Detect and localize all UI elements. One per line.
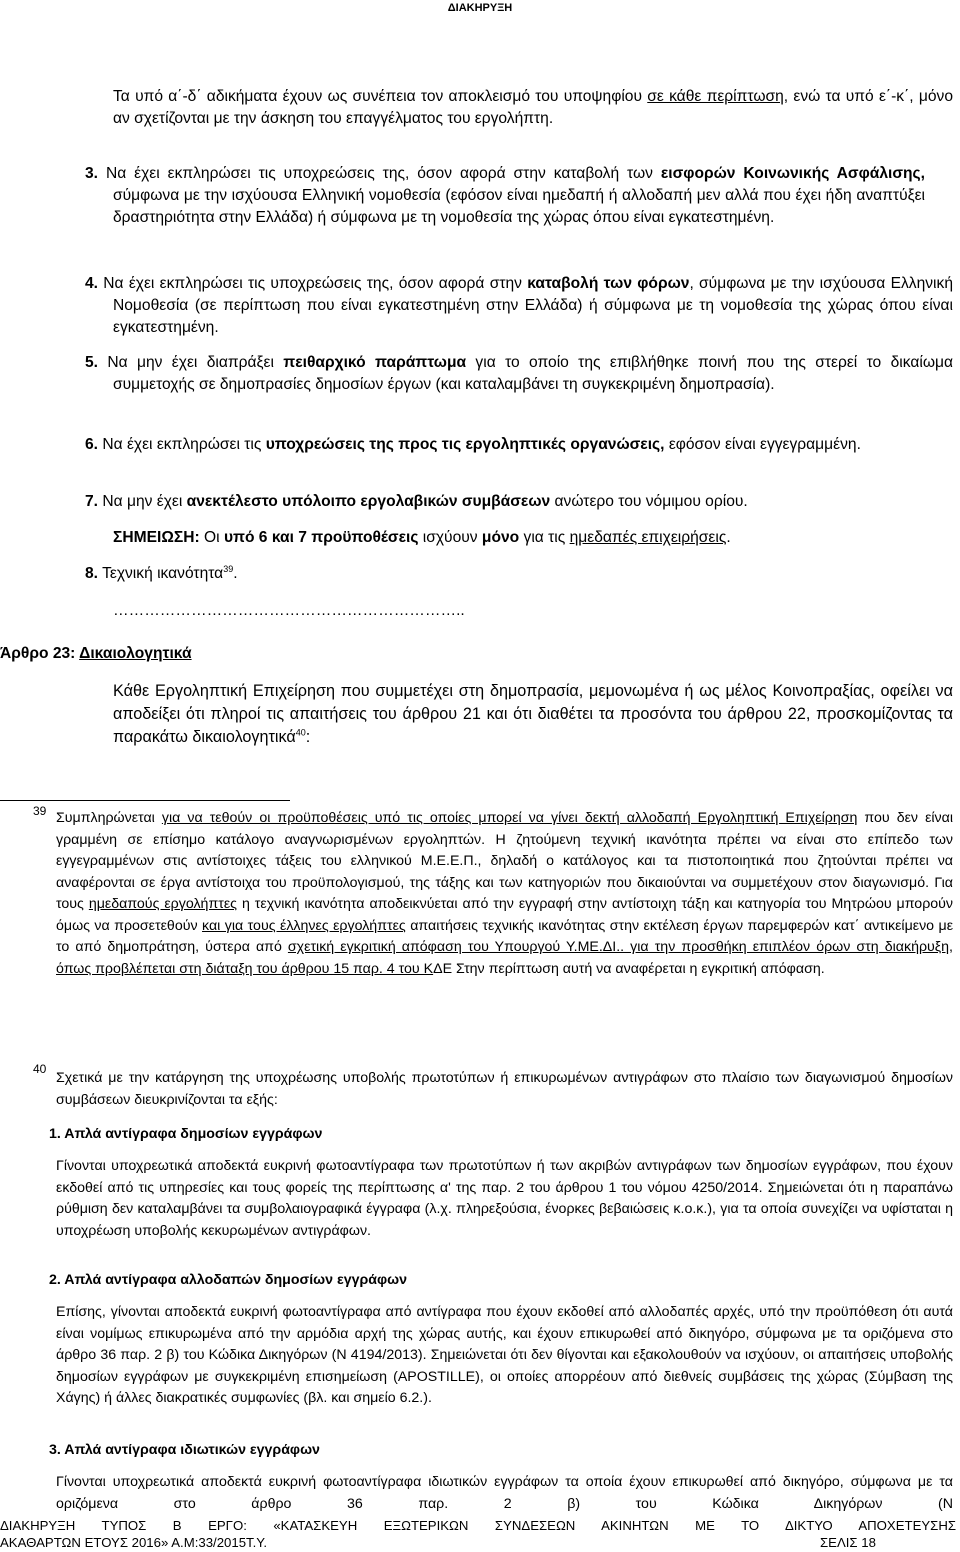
item-3: 3. Να έχει εκπληρώσει τις υποχρεώσεις της, όσον αφορά στην καταβολή των εισφορών Κοινωνικής Ασφάλισης, σύμφωνα με την ισχύουσα Ελληνική νομοθεσία (εφόσον είναι ημεδαπή ή αλλοδαπή μεν αλλά που έχει ήδη αναπτύξει δραστηριότητα στην Ελλάδα) ή σύμφωνα με τη νομοθεσία της χώρας όπου είναι εγκατεστημένη.: [85, 165, 925, 226]
article-body: Κάθε Εργοληπτική Επιχείρηση που συμμετέχει στη δημοπρασία, μεμονωμένα ή ως μέλος Κοινοπραξίας, οφείλει να αποδείξει ότι πληροί τις απαιτήσεις του άρθρου 21 και ότι διαθέτει τα προσόντα του άρθρου 22, προσκομίζοντας τα παρακάτω δικαιολογητικά$^{40}$:: [113, 682, 953, 746]
page-number: ΣΕΛΙΣ 18: [820, 1535, 876, 1550]
page-header: ΔΙΑΚΗΡΥΞΗ: [447, 2, 513, 14]
article-heading: Άρθρο 23: Δικαιολογητικά: [0, 645, 192, 662]
page-footer: [0, 1517, 956, 1551]
footnote-39: Συμπληρώνεται για να τεθούν οι προϋποθέσεις υπό τις οποίες μπορεί να γίνει δεκτή αλλοδαπή Εργοληπτική Επιχείρηση που δεν είναι γραμμένη σε επίσημο κατάλογο αναγνωρισμένων εργοληπτών. Η ζητούμενη τεχνική ικανότητα πρέπει να είναι στο επίπεδο των εγγεγραμμένων στις αντίστοιχες τάξεις του ελληνικού Μ.Ε.Ε.Π., δηλαδή ο κατάλογος και τα πιστοποιητικά που ζητούνται πρέπει να αναφέρονται σε έργα αντίστοιχα του προϋπολογισμού, της τάξης και των κατηγοριών που δικαιούνται να συμμετέχουν στον διαγωνισμό. Για τους ημεδαπούς εργολήπτες η τεχνική ικανότητα αποδεικνύεται από την εγγραφή στην αντίστοιχη τάξη και κατηγορία του Μητρώου μπορούν όμως να προσετεθούν και για τους έλληνες εργολήπτες απαιτήσεις τεχνικής ικανότητας στην εκτέλεση έργων παρεμφερών κατ΄ αντικείμενο με το από δημοπράτηση, ύστερα από σχετική εγκριτική απόφαση του Υπουργού Υ.ΜΕ.ΔΙ.. για την προσθήκη επιπλέον όρων στη διακήρυξη, όπως προβλέπεται στη διάταξη του άρθρου 15 παρ. 4 του ΚΔΕ Στην περίπτωση αυτή να αναφέρεται η εγκριτική απόφαση.: [56, 810, 954, 977]
intro-paragraph: Τα υπό α΄-δ΄ αδικήματα έχουν ως συνέπεια τον αποκλεισμό του υποψηφίου σε κάθε περίπτωση, ενώ τα υπό ε΄-κ΄, μόνο αν σχετίζονται με την άσκηση του επαγγέλματος του εργολήπτη.: [113, 88, 953, 127]
footnote-ref-40[interactable]: 40: [295, 727, 306, 738]
footnote-40-number: 40: [33, 1062, 47, 1076]
footnote-ref-39[interactable]: 39: [223, 563, 234, 574]
footnote-40-para-3: Γίνονται υποχρεωτικά αποδεκτά ευκρινή φωτοαντίγραφα ιδιωτικών εγγράφων τα οποία έχουν επικυρωθεί από δικηγόρο, σύμφωνα με τα οριζόμενα στο άρθρο 36 παρ. 2 β) του Κώδικα Δικηγόρων (Ν: [56, 1474, 953, 1512]
footer-line-1: ΔΙΑΚΗΡΥΞΗ ΤΥΠΟΣ Β ΕΡΓΟ: «ΚΑΤΑΣΚΕΥΗ ΕΞΩΤΕΡΙΚΩΝ ΣΥΝΔΕΣΕΩΝ ΑΚΙΝΗΤΩΝ ΜΕ ΤΟ ΔΙΚΤΥΟ ΑΠΟΧΕΤΕΥΣΗΣ: [0, 1518, 956, 1533]
footnote-40-para-2: Επίσης, γίνονται αποδεκτά ευκρινή φωτοαντίγραφα από αντίγραφα που έχουν εκδοθεί από αλλοδαπές αρχές, υπό την προϋπόθεση ότι αυτά είναι νομίμως επικυρωμένα από την αρμόδια αρχή της χώρας αυτής, και έχουν επικυρωθεί από δικηγόρο, σύμφωνα με τα οριζόμενα στο άρθρο 36 παρ. 2 β) του Κώδικα Δικηγόρων (Ν 4194/2013). Σημειώνεται ότι δεν θίγονται και εξακολουθούν να ισχύουν, οι απαιτήσεις υποβολής δημοσίων εγγράφων με συγκεκριμένη επισημείωση (APOSTILLE), οι οποίες απορρέουν από διεθνείς συμβάσεις της χώρας (Σύμβαση της Χάγης) ή άλλες διακρατικές συμφωνίες (βλ. και σημείο 6.2.).: [56, 1304, 953, 1406]
footnote-40-heading-2: 2. Απλά αντίγραφα αλλοδαπών δημοσίων εγγράφων: [49, 1272, 408, 1288]
footnote-40-para-1: Γίνονται υποχρεωτικά αποδεκτά ευκρινή φωτοαντίγραφα των πρωτοτύπων ή των ακριβών αντιγράφων των δημοσίων εγγράφων, που έχουν εκδοθεί από τις υπηρεσίες και τους φορείς της περίπτωσης α' της παρ. 2 του άρθρου 1 του νόμου 4250/2014. Σημειώνεται ότι η παραπάνω ρύθμιση δεν καταλαμβάνει τα συμβολαιογραφικά έγγραφα (λ.χ. πληρεξούσια, ένορκες βεβαιώσεις κ.ο.κ.), για τα οποία συνεχίζει να υφίσταται η υποχρέωση υποβολής κεκυρωμένων αντιγράφων.: [56, 1158, 953, 1239]
note-paragraph: ΣΗΜΕΙΩΣΗ: Οι υπό 6 και 7 προϋποθέσεις ισχύουν μόνο για τις ημεδαπές επιχειρήσεις.: [113, 529, 731, 546]
footnote-39-number: 39: [33, 804, 47, 818]
footnote-separator: [0, 800, 290, 801]
ellipsis-line: …………………………………………………………..: [113, 602, 465, 619]
item-7: 7. Να μην έχει ανεκτέλεστο υπόλοιπο εργολαβικών συμβάσεων ανώτερο του νόμιμου ορίου.: [85, 493, 748, 510]
footnote-40-heading-3: 3. Απλά αντίγραφα ιδιωτικών εγγράφων: [49, 1442, 320, 1458]
item-8: 8. Τεχνική ικανότητα$^{39}$.: [85, 563, 238, 582]
item-4: 4. Να έχει εκπληρώσει τις υποχρεώσεις της, όσον αφορά στην καταβολή των φόρων, σύμφωνα με την ισχύουσα Ελληνική Νομοθεσία (σε περίπτωση που είναι εγκατεστημένη στην Ελλάδα) ή σύμφωνα με τη νομοθεσία της χώρας όπου είναι εγκατεστημένη.: [85, 275, 953, 336]
item-5: 5. Να μην έχει διαπράξει πειθαρχικό παράπτωμα για το οποίο της επιβλήθηκε ποινή που της στερεί το δικαίωμα συμμετοχής σε δημοπρασίες δημοσίων έργων (και καταλαμβάνει τη συγκεκριμένη δημοπρασία).: [85, 354, 953, 393]
footnote-40-intro: Σχετικά με την κατάργηση της υποχρέωσης υποβολής πρωτοτύπων ή επικυρωμένων αντιγράφων στο πλαίσιο των διαγωνισμού δημοσίων συμβάσεων διευκρινίζονται τα εξής:: [56, 1070, 953, 1108]
footer-line-2: ΑΚΑΘΑΡΤΩΝ ΕΤΟΥΣ 2016» Α.Μ:33/2015Τ.Υ.: [0, 1535, 268, 1550]
footnote-40-heading-1: 1. Απλά αντίγραφα δημοσίων εγγράφων: [49, 1126, 323, 1142]
item-6: 6. Να έχει εκπληρώσει τις υποχρεώσεις της προς τις εργοληπτικές οργανώσεις, εφόσον είναι εγγεγραμμένη.: [85, 436, 861, 453]
